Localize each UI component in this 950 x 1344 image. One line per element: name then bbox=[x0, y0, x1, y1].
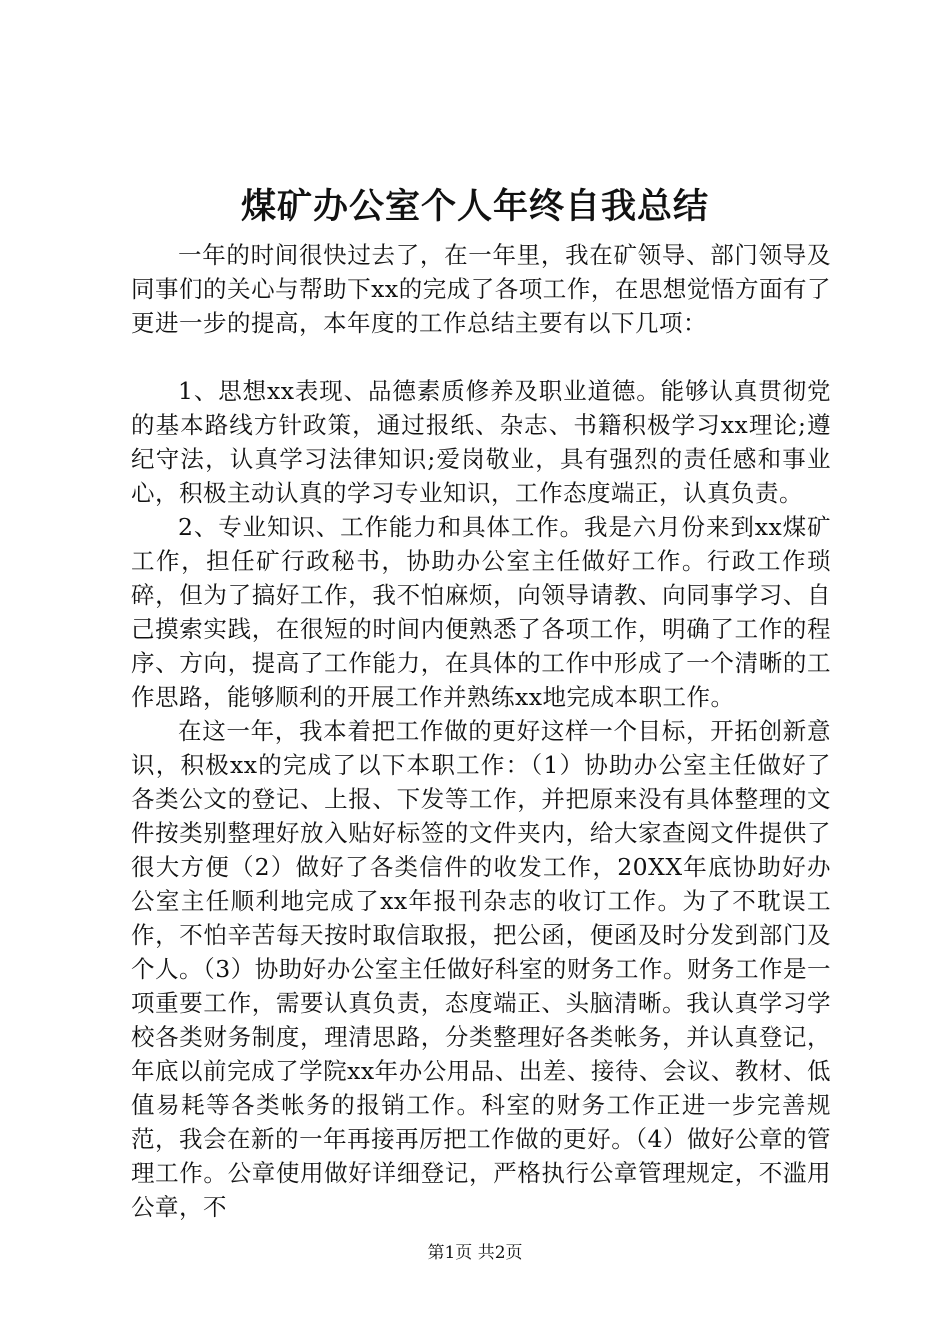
paragraph-duties: 在这一年，我本着把工作做的更好这样一个目标，开拓创新意识，积极xx的完成了以下本职工作：（1）协助办公室主任做好了各类公文的登记、上报、下发等工作，并把原来没有具体整理的文件按类别整理好放入贴好标签的文件夹内，给大家查阅文件提供了很大方便（2）做好了各类信件的收发工作，20XX年底协助好办公室主任顺利地完成了xx年报刊杂志的收订工作。为了不耽误工作，不怕辛苦每天按时取信取报，把公函，便函及时分发到部门及个人。（3）协助好办公室主任做好科室的财务工作。财务工作是一项重要工作，需要认真负责，态度端正、头脑清晰。我认真学习学校各类财务制度，理清思路，分类整理好各类帐务，并认真登记，年底以前完成了学院xx年办公用品、出差、接待、会议、教材、低值易耗等各类帐务的报销工作。科室的财务工作正进一步完善规范，我会在新的一年再接再厉把工作做的更好。（4）做好公章的管理工作。公章使用做好详细登记，严格执行公章管理规定，不滥用公章，不 bbox=[131, 717, 831, 1221]
document-title: 煤矿办公室个人年终自我总结 bbox=[240, 186, 709, 227]
document-body bbox=[131, 238, 831, 1224]
page-footer: 第1页 共2页 bbox=[427, 1243, 523, 1263]
paragraph-item-2: 2、专业知识、工作能力和具体工作。我是六月份来到xx煤矿工作，担任矿行政秘书，协助办公室主任做好工作。行政工作琐碎，但为了搞好工作，我不怕麻烦，向领导请教、向同事学习、自己摸索实践，在很短的时间内便熟悉了各项工作，明确了工作的程序、方向，提高了工作能力，在具体的工作中形成了一个清晰的工作思路，能够顺利的开展工作并熟练xx地完成本职工作。 bbox=[131, 513, 831, 711]
paragraph-item-1: 1、思想xx表现、品德素质修养及职业道德。能够认真贯彻党的基本路线方针政策，通过报纸、杂志、书籍积极学习xx理论;遵纪守法，认真学习法律知识;爱岗敬业，具有强烈的责任感和事业心，积极主动认真的学习专业知识，工作态度端正，认真负责。 bbox=[131, 377, 831, 507]
paragraph-intro: 一年的时间很快过去了，在一年里，我在矿领导、部门领导及同事们的关心与帮助下xx的完成了各项工作，在思想觉悟方面有了更进一步的提高，本年度的工作总结主要有以下几项： bbox=[131, 241, 831, 337]
